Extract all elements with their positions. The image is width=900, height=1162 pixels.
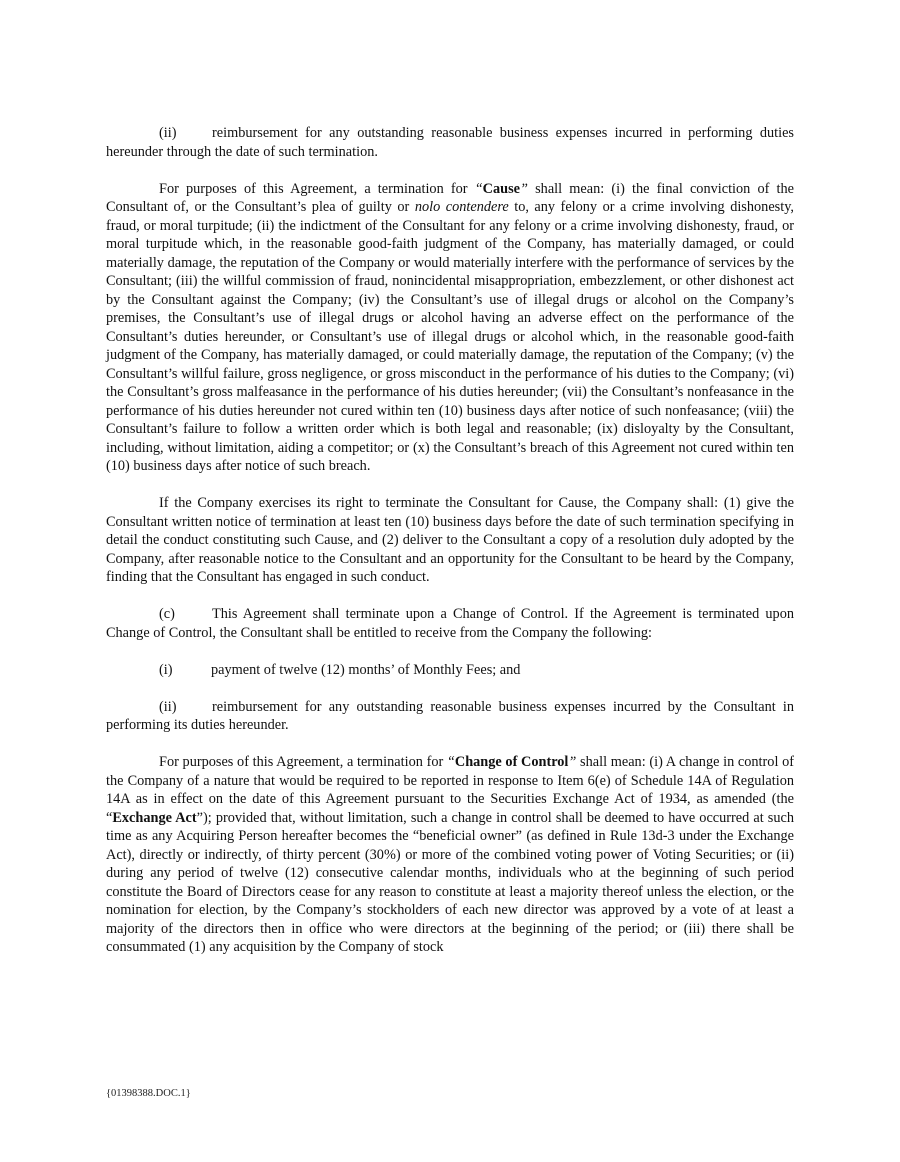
text-run: For purposes of this Agreement, a termination for: [159, 180, 475, 197]
item-number: (ii): [159, 125, 177, 141]
quote-open: “: [474, 180, 483, 197]
quote-close: ”: [568, 754, 577, 770]
item-number: (i): [159, 661, 173, 678]
defined-term-exchange-act: Exchange Act: [112, 809, 197, 826]
text-run: For purposes of this Agreement, a termination for: [159, 754, 447, 770]
paragraph-cause-definition: [106, 180, 794, 476]
paragraph-text: payment of twelve (12) months’ of Monthly Fees; and: [211, 661, 521, 678]
defined-term-change-of-control: Change of Control: [454, 754, 569, 770]
paragraph-termination-procedure: [106, 494, 794, 587]
italic-term: nolo contendere: [414, 199, 509, 215]
quote-open: “: [446, 754, 455, 770]
item-number: (c): [159, 606, 175, 622]
paragraph-text: If the Company exercises its right to terminate the Consultant for Cause, the Company shall: (1) give the Consultant written notice of termination at least ten (10) business days before the date of such termination specifying in detail the conduct constituting such Cause, and (2) deliver to the Consultant a copy of a resolution duly adopted by the Company, after reasonable notice to the Consultant and an opportunity for the Consultant to be heard by the Company, finding that the Consultant has engaged in such conduct.: [106, 495, 794, 585]
paragraph-change-of-control-termination: [106, 605, 794, 642]
text-run: ”); provided that, without limitation, such a change in control shall be deemed to have occurred at such time as any Acquiring Person hereafter becomes the “beneficial owner” (as defined in Rule 13d-3 under the Exchange Act), directly or indirectly, of thirty percent (30%) or more of the combined voting power of Voting Securities; or (ii) during any period of twelve (12) consecutive calendar months, individuals who at the beginning of such period constitute the Board of Directors cease for any reason to constitute at least a majority thereof unless the election, or the nomination for election, by the Company’s stockholders of each new director was approved by a vote of at least a majority of the directors then in office who were directors at the beginning of the period; or (iii) there shall be consummated (1) any acquisition by the Company of stock: [106, 809, 794, 955]
paragraph-reimbursement-1: [106, 124, 794, 161]
document-body: [106, 124, 794, 957]
text-run: shall mean: (i) the final conviction of the Consultant of, or the Consultant’s plea of guilty or: [106, 180, 794, 215]
paragraph-text: reimbursement for any outstanding reasonable business expenses incurred by the Consultant in performing its duties hereunder.: [106, 698, 794, 733]
paragraph-change-of-control-definition: [106, 753, 794, 957]
paragraph-text: reimbursement for any outstanding reasonable business expenses incurred in performing duties hereunder through the date of such termination.: [106, 125, 794, 160]
defined-term-cause: Cause: [482, 180, 520, 197]
item-number: (ii): [159, 698, 177, 715]
text-run: to, any felony or a crime involving dishonesty, fraud, or moral turpitude; (ii) the indictment of the Consultant for any felony or a crime involving dishonesty, fraud, or moral turpitude which, in the reasonable good-faith judgment of the Company, has materially damaged, or could materially damage, the reputation of the Company or would materially interfere with the performance of services by the Consultant; (iii) the willful commission of fraud, nonincidental misappropriation, embezzlement, or other dishonest act by the Consultant against the Company; (iv) the Consultant’s use of illegal drugs or alcohol on the Company’s premises, the Consultant’s use of illegal drugs or alcohol having an adverse effect on the performance of the Consultant’s duties hereunder, or Consultant’s use of illegal drugs or alcohol which, in the reasonable good-faith judgment of the Company, has materially damaged, or could materially damage, the reputation of the Company; (v) the Consultant’s willful failure, gross negligence, or gross misconduct in the performance of his duties to the Company; (vi) the Consultant’s gross malfeasance in the performance of his duties hereunder; (vii) the Consultant’s nonfeasance in the performance of his duties hereunder not cured within ten (10) business days after notice of such nonfeasance; (viii) the Consultant’s failure to follow a written order which is both legal and reasonable; (ix) disloyalty by the Consultant, including, without limitation, aiding a competitor; or (x) the Consultant’s breach of this Agreement not cured within ten (10) business days after notice of such breach.: [106, 199, 794, 474]
text-run: shall mean: (i) A change in control of the Company of a nature that would be required to be reported in response to Item 6(e) of Schedule 14A of Regulation 14A as in effect on the date of this Agreement pursuant to the Securities Exchange Act of 1934, as amended (the “: [106, 754, 794, 826]
quote-close: ”: [520, 180, 528, 197]
document-footer-id: {01398388.DOC.1}: [106, 1088, 191, 1099]
paragraph-text: This Agreement shall terminate upon a Change of Control. If the Agreement is terminated upon Change of Control, the Consultant shall be entitled to receive from the Company the following:: [106, 606, 794, 641]
paragraph-payment-item: [106, 661, 794, 680]
paragraph-reimbursement-2: [106, 698, 794, 735]
